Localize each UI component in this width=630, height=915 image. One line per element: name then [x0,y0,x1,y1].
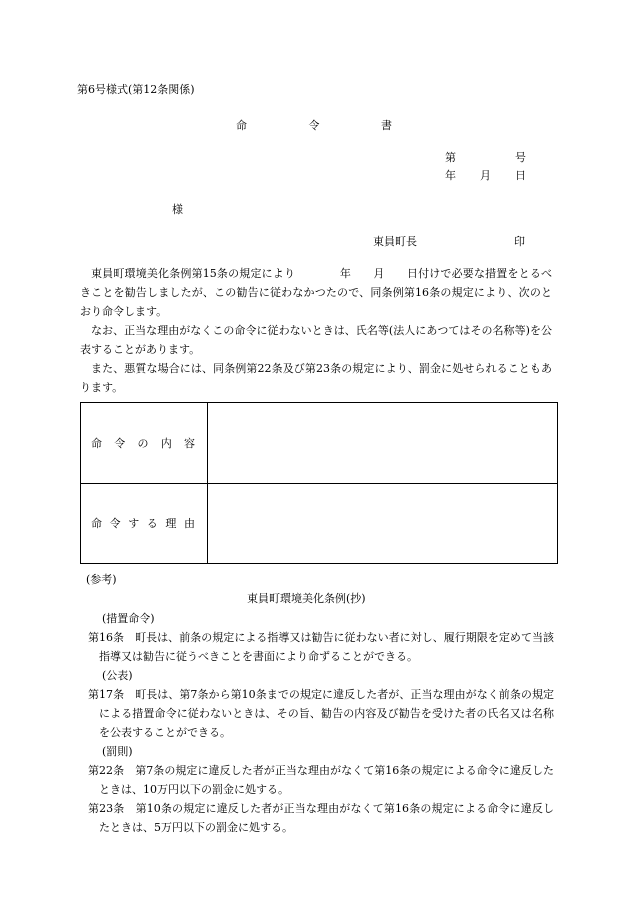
number-prefix: 第 [445,151,456,164]
article-body: 第16条 町長は、前条の規定による指導又は勧告に従わない者に対し、履行期限を定めて当該指導又は勧告に従うべきことを書面により命ずることができる。 [88,631,554,663]
document-number [445,150,526,166]
document-title [236,118,392,134]
article-heading: (公表) [102,669,133,682]
order-reason-field[interactable] [208,483,558,564]
article-heading: (措置命令) [102,612,155,625]
order-table [80,402,558,564]
date-month: 月 [480,169,491,182]
date-day: 日 [515,169,526,182]
notice-paragraph: また、悪質な場合には、同条例第22条及び第23条の規定により、罰金に処せられることもあります。 [80,362,552,394]
table-row [81,483,558,564]
table-row [81,403,558,484]
article-body: 第22条 第7条の規定に違反した者が正当な理由がなくて第16条の規定による命令に違反したときは、10万円以下の罰金に処する。 [88,764,554,796]
reference-label: (参考) [86,573,117,586]
order-content-label: 命 令 の 内 容 [81,403,208,484]
addressee-suffix: 様 [172,203,183,216]
notice-body [80,264,552,397]
notice-paragraph: なお、正当な理由がなくこの命令に従わないときは、氏名等(法人にあつてはその名称等)を公表することがあります。 [80,324,552,356]
number-suffix: 号 [515,151,526,164]
title-char: 命 [236,119,247,132]
ordinance-title: 東員町環境美化条例(抄) [247,592,366,605]
document-date [445,168,526,184]
article-body: 第17条 町長は、第7条から第10条までの規定に違反した者が、正当な理由がなく前条の規定による措置命令に従わないときは、その旨、勧告の内容及び勧告を受けた者の氏名又は名称を公表することができる。 [88,688,554,739]
ordinance-excerpt [88,609,554,837]
date-year: 年 [445,169,456,182]
form-label: 第6号様式(第12条関係) [77,83,195,96]
title-char: 書 [381,119,392,132]
notice-paragraph: 東員町環境美化条例第15条の規定により 年 月 日付けで必要な措置をとるべきことを勧告しましたが、この勧告に従わなかつたので、同条例第16条の規定により、次のとおり命令します。 [80,267,552,318]
order-reason-label: 命 令 す る 理 由 [81,483,208,564]
issuer-title: 東員町長 [373,235,417,248]
title-char: 令 [308,119,320,132]
article-heading: (罰則) [102,745,133,758]
article-body: 第23条 第10条の規定に違反した者が正当な理由がなくて第16条の規定による命令に違反したときは、5万円以下の罰金に処する。 [88,802,554,834]
order-content-field[interactable] [208,403,558,484]
seal-mark: 印 [514,235,525,248]
